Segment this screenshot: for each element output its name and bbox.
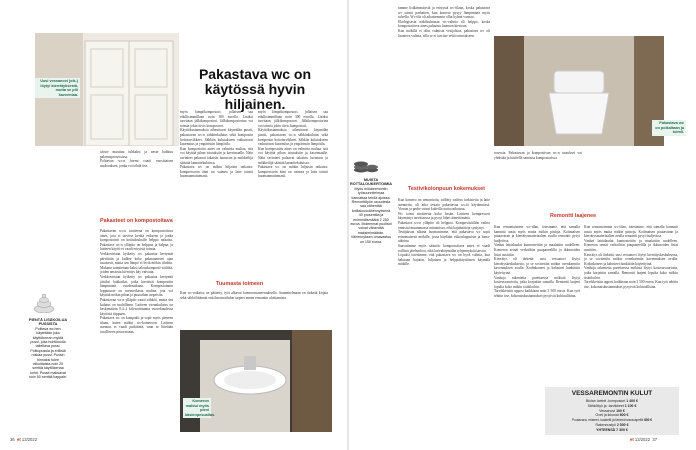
page-headline: Pakastava wc on käytössä hyvin hiljainen. (198, 66, 312, 112)
column-2-right-text: myös lämpökompostori, jollaisen saa edullisimmillaan noin 300 eurolla. Lisäksi tarvitaan jälkikompostori. Jälkikompostorina voi toimia jokin tiivis kompostori. Käyttökustannuksia aiheuttavat käymälän pussit, pakastavan wc:n sähkönkulutus sekä kompostin hoitotarvikkeet. Sähkön kulutukseen vaikuttavat kuormitus ja ympäristön lämpötila. Kun kompostoitu aines on valmista multaa, sitä voi käyttää pihan istutuksiin ja kasvimaalle. Näin ravinteet palaavat takaisin luontoon ja mökkeilijä säästää lannoitekuluissa. Pakastava wc on mökin hiljaisin ratkaisu: kompressorin ääni on vaimea ja laite toimii huomaamattomasti. (258, 110, 328, 179)
column-2-bottom: Kun wc-ratkaisu on päätetty, työt alkavat komeronsaneerauksella. Suunnitelmaan on tärkeää kirjata sekä sähköliitännät että ilmanvaihdon tarpeet ennen remontin aloittamista. (180, 291, 328, 300)
caption-photo1: Uusi vessanovi (oik.) löytyi kierrätyksestä, mutta se piti kavventaa. (35, 78, 80, 98)
cost-row: Ovet ja ikkunat 600 € (595, 413, 629, 418)
cost-row: Sähköityö ja -tarvikkeet 1 100 € (587, 403, 637, 408)
coins-icon (353, 153, 379, 173)
issue-left: 13/2022 (21, 437, 38, 442)
page-number-right: 37 (652, 437, 658, 442)
column-1-bottom: Pakastavan wc:n tuotteena on kompostoituva aines, jota ei tarvitse kerätä erikseen ja jonka kompostointi on kotitalouksille helppo ratkaisu. Pakastava wc:n ylläpito on helppoa ja halpaa, ja laitteen käyttö ei vaadi erityisiä toimia. Verkkovirtaan kytketty wc pakastaa kertymät päivittäin ja kulkee koko pakastamisen ajan tasaisesti, mutta sen lämpö ei leviä mökin tiloihin. Mukana toimitetaan kaksi talouskomposti-säiliötä, joiden ansiosta kierrätys käy vaivatta. Verkkovirtaan kytketty wc pakastaa kertymiä jäisiksi kakkuiksi, jotka kiertävät kompostiin lämpimänä vuodenaikana. Kompostoinnin lopputuote on ravinteikasta multaa, jota voi käyttää mökin pihan ja puutarhan tarpeisiin. Pakastavan wc:n ylläpito vaatii sähköä, mutta sen kulutus on maltillinen. Laitteen virrankulutus on keskimäärin 0,4–2 kilowattituntia vuorokaudessa käytöstä riippuen. Pakastava wc on kompakti ja sopii myös pieneen tilaan, kuten mökin wc-komeroon. Laitteen asennus ei vaadi putkitöitä, vaan se liitetään tavalliseen pistorasiaan. (100, 229, 173, 335)
sidebar-left (28, 318, 68, 380)
cost-row: Puutavara, eristeet, kaakelit ja lämmönvarauspeltit 800 € (571, 418, 653, 423)
column-4-bottom: Kun remontoimme wc-tilan, totesimme, että samalla kannatti uusia myös muita mökin pintoja. Kotimaisen puutavaran ja kierrätysmateriaalien avulla remontti pysyi budjetissa. Vanhat lattialaudat kunnostettiin ja maalattiin uudelleen. Komeron seinät verhoiltiin puupaneelilla ja ikkunoiden listat uusittiin. Kierrätys oli tärkeää: uusi vessanovi löytyi kierrätyskeskuksesta, ja se sovitettiin mökin ovenkarmiin kavennuksen avulla. Kodinkoneet ja kalusteet hankittiin käytettyinä. Vanhoja rakenteita purettaessa mökistä löytyi kosteusvaurioita, jotka korjattiin samalla. Remontti laajeni lopulta koko mökin sisätiloihin. Tarvikkeisiin upposi kaikkiaan noin 3 500 euroa. Kun työt tehtiin itse, kokonaiskustannukset pysyivät kohtuullisina. (584, 225, 678, 289)
cost-box (545, 387, 679, 435)
subhead-tuumasta: Tuumasta toimeen (216, 281, 264, 287)
subhead-remontti: Remontti laajenee (550, 213, 597, 219)
caption-photo4: Pakastava wc on polkaltaan ja toimii. (652, 120, 686, 136)
column-2-top: myös lämpökompostori, jollaisen saa edullisimmillaan noin 300 eurolla. Lisäksi tarvitaan jälkikompostori. Jälkikompostorina voi toimia jokin tiivis kompostori. Käyttökustannuksia aiheuttavat käymälän pussit, pakastavan wc:n sähkönkulutus sekä kompostin hoitotarvikkeet. Sähkön kulutukseen vaikuttavat kuormitus ja ympäristön lämpötila. Kun kompostoitu aines on valmista multaa, sitä voi käyttää pihan istutuksiin ja kasvimaalle. Näin ravinteet palaavat takaisin luontoon ja mökkeilijä säästää lannoitekuluissa. Pakastava wc on mökin hiljaisin ratkaisu: kompressorin ääni on vaimea ja laite toimii huomaamattomasti. (180, 110, 253, 179)
page-gutter (347, 0, 349, 450)
photo-toilet (494, 36, 664, 146)
cost-row: Rakennustyö 2 500 € (595, 422, 629, 427)
cost-box-title: VESSAREMONTIN KULUT (571, 390, 653, 397)
poop-icon (33, 293, 55, 313)
toilet-illustration (494, 36, 664, 146)
column-4-top: rosessia. Pakastavan ja kompostivan wc:n tuotokset voi yhdistää ja käsitellä samassa kompostorissa. (494, 151, 582, 160)
mag-logo-right: et (630, 437, 634, 442)
caption-photo2: Komeron mahtui myös pieni käsienpesuallas. (185, 399, 216, 417)
column-3-top: tamme lisälämmitystä ja eristystä wc-tilaan, koska pakastava wc toimii parhaiten, kun komero pysyy lämpimänä myös talvella. Wc-tila oli aikaisemmin ollut kylmä varasto. Ekologisesta näkökulmasta wc-valinta oli helppo, koska kompostoituva aines palautuu luonnon kiertoon. Kun mökillä ei ollut valmista vesijohtoa, pakastava wc oli luonteva valinta, sillä se ei tarvitse vettä toimiakseen. (398, 6, 490, 38)
mag-logo-left: et (17, 437, 21, 442)
folio-left (10, 437, 37, 442)
folio-right (630, 437, 657, 442)
subhead-testivikko: Testivikolonpuun kokemukset (408, 186, 485, 192)
sidebar-mid-text: Myös mökkiremontin työsuunnitelmaa kannattaa tehdä ajoissa. Remonttityön osuudesta saa vähentää kotitalousvähennyksenä 40 prosenttia ja enimmäismäärä 2 250 euroa. Molemmat puolisot voivat vähentää maksimimäärän. Vähennyksen omavastuu on 150 euroa. (350, 186, 392, 244)
cost-total: YHTEENSÄ 7 300 € (596, 427, 628, 432)
page-number-left: 36 (10, 437, 15, 442)
cost-row: Vessanovi 100 € (599, 408, 625, 413)
column-1-top: uloste muuttuu tuhkaksi ja neste haihtuu palamisprosessissa. Polttavan wc:n hormi vaatii vuosittaisen nuohouksen, jonka voi tehdä itse. (100, 150, 173, 168)
sidebar-mid (350, 178, 392, 244)
issue-right: 13/2022 (634, 437, 651, 442)
column-4-left: Kun remontoimme wc-tilan, totesimme, että samalla kannatti uusia myös muita mökin pintoja. Kotimaisen puutavaran ja kierrätysmateriaalien avulla remontti pysyi budjetissa. Vanhat lattialaudat kunnostettiin ja maalattiin uudelleen. Komeron seinät verhoiltiin puupaneelilla ja ikkunoiden listat uusittiin. Kierrätys oli tärkeää: uusi vessanovi löytyi kierrätyskeskuksesta, ja se sovitettiin mökin ovenkarmiin kavennuksen avulla. Kodinkoneet ja kalusteet hankittiin käytettyinä. Vanhoja rakenteita purettaessa mökistä löytyi kosteusvaurioita, jotka korjattiin samalla. Remontti laajeni lopulta koko mökin sisätiloihin. Tarvikkeisiin upposi kaikkiaan noin 3 500 euroa. Kun työt tehtiin itse, kokonaiskustannukset pysyivät kohtuullisina. (494, 225, 580, 298)
column-3-bottom: Kun komero on remontoitu, säilötty vaileus tarkistettu ja laite asennettu, oli aika testata pakastavaa wc:tä käytännössä. Vieraat ja perhe saivat kokeilla uutta ratkaisua. Wc toimi moitteetta koko kesän. Laitteen kompressori käynnistyi tarvittaessa ja pysyi lähes äänettömänä. Pakastava wc:n ylläpito oli helppoa. Kompostisäiliön vaihto onnistui muutamassa minuutissa, eikä hajuhaittoja syntynyt. Testijakson aikana huomasimme, että pakastava wc sopii erinomaisesti mökille, jossa käydään viikonloppuisin ja loma-aikoina. Saavutimme myös säästöä: kompostoitava aines ei vaadi erillistä jätehuoltoa, eikä kuivakäymälän tyhjennyksiä tarvita. Lopuksi totesimme, että pakastava wc on hyvä valinta, kun halutaan hajuton, hiljainen ja helppokäyttöinen käymälä mökille. (398, 198, 490, 267)
sidebar-left-title: PIENTÄ LISÄKOILUA PUSSISTA (28, 318, 68, 327)
sidebar-left-text: Polttava wc:hen käytetään joka käyttökerran myötä pussi, joka huhtikuulla taiteltava pussi. Polttopussia ja erillisiä roskaa pussi. Pussin hinnaksi tulee viikoittaista noin 25 senttiä käyttökertaa kohti. Pussit maksavat noin 50 senttiä kappale. (29, 326, 67, 380)
sidebar-mid-title: MUISTA ROTTALOUKERTOIMIA (350, 178, 393, 187)
column-2-right (258, 110, 328, 280)
cost-row: Biolan Icelett -kompostori 1 400 € (586, 399, 638, 403)
subhead-pakasteet: Pakasteet on kompostoitava (100, 218, 173, 224)
